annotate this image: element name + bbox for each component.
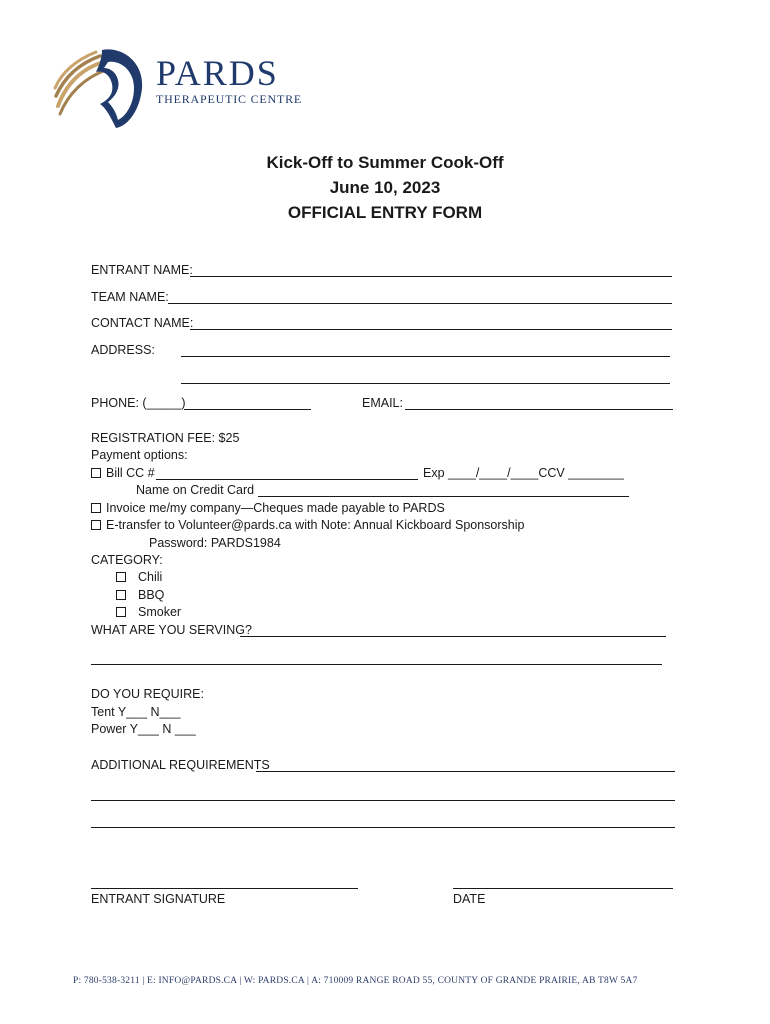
name-on-card-label: Name on Credit Card (136, 483, 255, 497)
cc-number-line[interactable] (156, 465, 418, 480)
category-option-smoker: Smoker (116, 604, 181, 621)
brand-subtitle: THERAPEUTIC CENTRE (156, 92, 303, 106)
event-title: Kick-Off to Summer Cook-Off (266, 153, 504, 172)
signature-line[interactable] (91, 874, 358, 889)
chili-checkbox[interactable] (116, 572, 126, 582)
etransfer-password: Password: PARDS1984 (149, 536, 281, 550)
address-line-2[interactable] (181, 369, 670, 384)
email-label: EMAIL: (362, 396, 403, 410)
date-label: DATE (453, 892, 486, 906)
team-name-line[interactable] (168, 289, 672, 304)
power-row[interactable]: Power Y___ N ___ (91, 722, 196, 736)
serving-line-2[interactable] (91, 650, 662, 665)
signature-label: ENTRANT SIGNATURE (91, 892, 226, 906)
footer-contact: P: 780-538-3211 | E: INFO@PARDS.CA | W: PARDS.CA | A: 710009 RANGE ROAD 55, COUNTY OF GRANDE PRAIRIE, AB T8W 5A7 (73, 976, 638, 986)
horse-head-icon (52, 44, 148, 130)
serving-label: WHAT ARE YOU SERVING? (91, 623, 252, 637)
etransfer-label: E-transfer to Volunteer@pards.ca with Note: Annual Kickboard Sponsorship (106, 518, 525, 532)
serving-line-1[interactable] (240, 622, 666, 637)
smoker-checkbox[interactable] (116, 607, 126, 617)
contact-name-line[interactable] (190, 315, 672, 330)
entrant-name-label: ENTRANT NAME: (91, 263, 193, 277)
invoice-label: Invoice me/my company—Cheques made payable to PARDS (106, 501, 445, 515)
email-line[interactable] (405, 395, 673, 410)
team-name-label: TEAM NAME: (91, 290, 169, 304)
category-option-chili: Chili (116, 569, 162, 586)
address-label: ADDRESS: (91, 343, 155, 357)
payment-options-label: Payment options: (91, 448, 188, 462)
category-label: CATEGORY: (91, 553, 163, 567)
pards-logo (52, 44, 322, 130)
bbq-checkbox[interactable] (116, 590, 126, 600)
cc-exp-ccv: Exp ____/____/____CCV ________ (423, 466, 624, 480)
invoice-row (91, 500, 445, 517)
additional-line-1[interactable] (256, 757, 675, 772)
form-title: OFFICIAL ENTRY FORM (287, 203, 483, 222)
bill-cc-checkbox[interactable] (91, 468, 101, 478)
etransfer-row (91, 517, 524, 534)
registration-fee: REGISTRATION FEE: $25 (91, 431, 240, 445)
date-line[interactable] (453, 874, 673, 889)
invoice-checkbox[interactable] (91, 503, 101, 513)
entrant-name-row (91, 262, 193, 279)
tent-row[interactable]: Tent Y___ N___ (91, 705, 181, 719)
address-line-1[interactable] (181, 342, 670, 357)
require-label: DO YOU REQUIRE: (91, 687, 204, 701)
bill-cc-label: Bill CC # (106, 466, 155, 480)
entrant-name-line[interactable] (190, 262, 672, 277)
name-on-card-line[interactable] (258, 482, 629, 497)
additional-line-2[interactable] (91, 786, 675, 801)
additional-line-3[interactable] (91, 813, 675, 828)
additional-requirements-label: ADDITIONAL REQUIREMENTS (91, 758, 270, 772)
phone-line[interactable] (184, 395, 311, 410)
etransfer-checkbox[interactable] (91, 520, 101, 530)
event-date: June 10, 2023 (329, 178, 441, 197)
phone-label: PHONE: (_____) (91, 396, 186, 410)
contact-name-label: CONTACT NAME: (91, 316, 194, 330)
category-option-bbq: BBQ (116, 587, 164, 604)
brand-name: PARDS (156, 53, 279, 93)
bill-cc-row (91, 465, 155, 482)
